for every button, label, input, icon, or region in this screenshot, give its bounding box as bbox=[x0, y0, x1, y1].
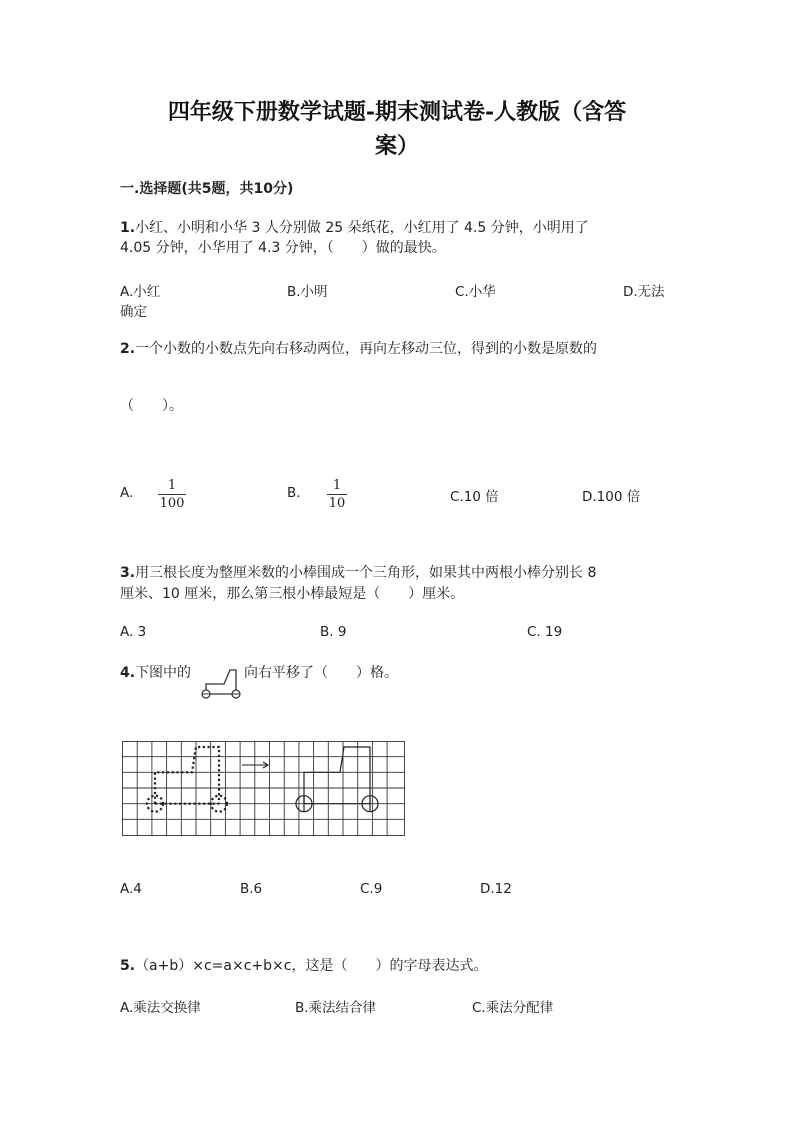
fraction-one-tenth bbox=[327, 478, 347, 511]
page-title: 四年级下册数学试题-期末测试卷-人教版（含答 bbox=[167, 99, 627, 125]
question-number: 4. bbox=[120, 665, 136, 681]
question-text: （a+b）×c=a×c+b×c，这是（ ）的字母表达式。 bbox=[135, 958, 488, 974]
fraction-denominator: 10 bbox=[328, 496, 346, 511]
question-text: 下图中的 bbox=[135, 665, 192, 681]
option-c[interactable]: C.小华 bbox=[455, 284, 496, 300]
fraction-bar bbox=[158, 494, 186, 495]
option-a[interactable]: A. bbox=[120, 485, 134, 501]
option-b[interactable]: B.小明 bbox=[287, 284, 328, 300]
option-c[interactable]: C.9 bbox=[360, 881, 383, 897]
grid-lines bbox=[122, 741, 405, 836]
option-d[interactable]: D.12 bbox=[480, 881, 512, 897]
fraction-bar bbox=[327, 494, 347, 495]
option-b[interactable]: B.6 bbox=[240, 881, 263, 897]
question-1 bbox=[120, 218, 589, 238]
question-2-line2: （ ）。 bbox=[120, 398, 183, 414]
page-title-continued: 案） bbox=[374, 133, 419, 159]
question-text: 用三根长度为整厘米数的小棒围成一个三角形，如果其中两根小棒分别长 8 bbox=[135, 565, 597, 581]
question-number: 2. bbox=[120, 341, 136, 357]
option-a[interactable]: A. 3 bbox=[120, 624, 147, 640]
question-1-line2: 4.05 分钟，小华用了 4.3 分钟，（ ）做的最快。 bbox=[120, 240, 446, 256]
option-c[interactable]: C.10 倍 bbox=[450, 489, 499, 505]
question-number: 5. bbox=[120, 958, 136, 974]
fraction-numerator: 1 bbox=[332, 478, 342, 493]
option-c[interactable]: C. 19 bbox=[527, 624, 563, 640]
option-d[interactable]: D.无法 bbox=[623, 284, 665, 300]
translation-grid-figure bbox=[122, 741, 406, 838]
option-b[interactable]: B. bbox=[287, 485, 301, 501]
question-text: 小红、小明和小华 3 人分别做 25 朵纸花，小红用了 4.5 分钟，小明用了 bbox=[135, 220, 589, 236]
option-a[interactable]: A.小红 bbox=[120, 284, 161, 300]
option-b[interactable]: B. 9 bbox=[320, 624, 347, 640]
fraction-one-hundredth bbox=[158, 478, 186, 511]
fraction-denominator: 100 bbox=[159, 496, 185, 511]
option-c[interactable]: C.乘法分配律 bbox=[472, 1000, 554, 1016]
option-d-wrap: 确定 bbox=[120, 304, 147, 320]
option-a[interactable]: A.4 bbox=[120, 881, 142, 897]
question-number: 1. bbox=[120, 220, 136, 236]
question-3-line2: 厘米、10 厘米，那么第三根小棒最短是（ ）厘米。 bbox=[120, 586, 465, 602]
car-shape-icon bbox=[200, 662, 246, 700]
question-5 bbox=[120, 956, 487, 976]
option-a[interactable]: A.乘法交换律 bbox=[120, 1000, 201, 1016]
question-4-continued: 向右平移了（ ）格。 bbox=[244, 665, 398, 681]
question-4 bbox=[120, 663, 191, 683]
question-text: 一个小数的小数点先向右移动两位，再向左移动三位，得到的小数是原数的 bbox=[135, 341, 598, 357]
question-3 bbox=[120, 563, 596, 583]
option-b[interactable]: B.乘法结合律 bbox=[295, 1000, 377, 1016]
fraction-numerator: 1 bbox=[167, 478, 177, 493]
section-heading: 一.选择题(共5题，共10分) bbox=[120, 181, 294, 197]
question-number: 3. bbox=[120, 565, 136, 581]
option-d[interactable]: D.100 倍 bbox=[582, 489, 641, 505]
question-2 bbox=[120, 339, 597, 359]
